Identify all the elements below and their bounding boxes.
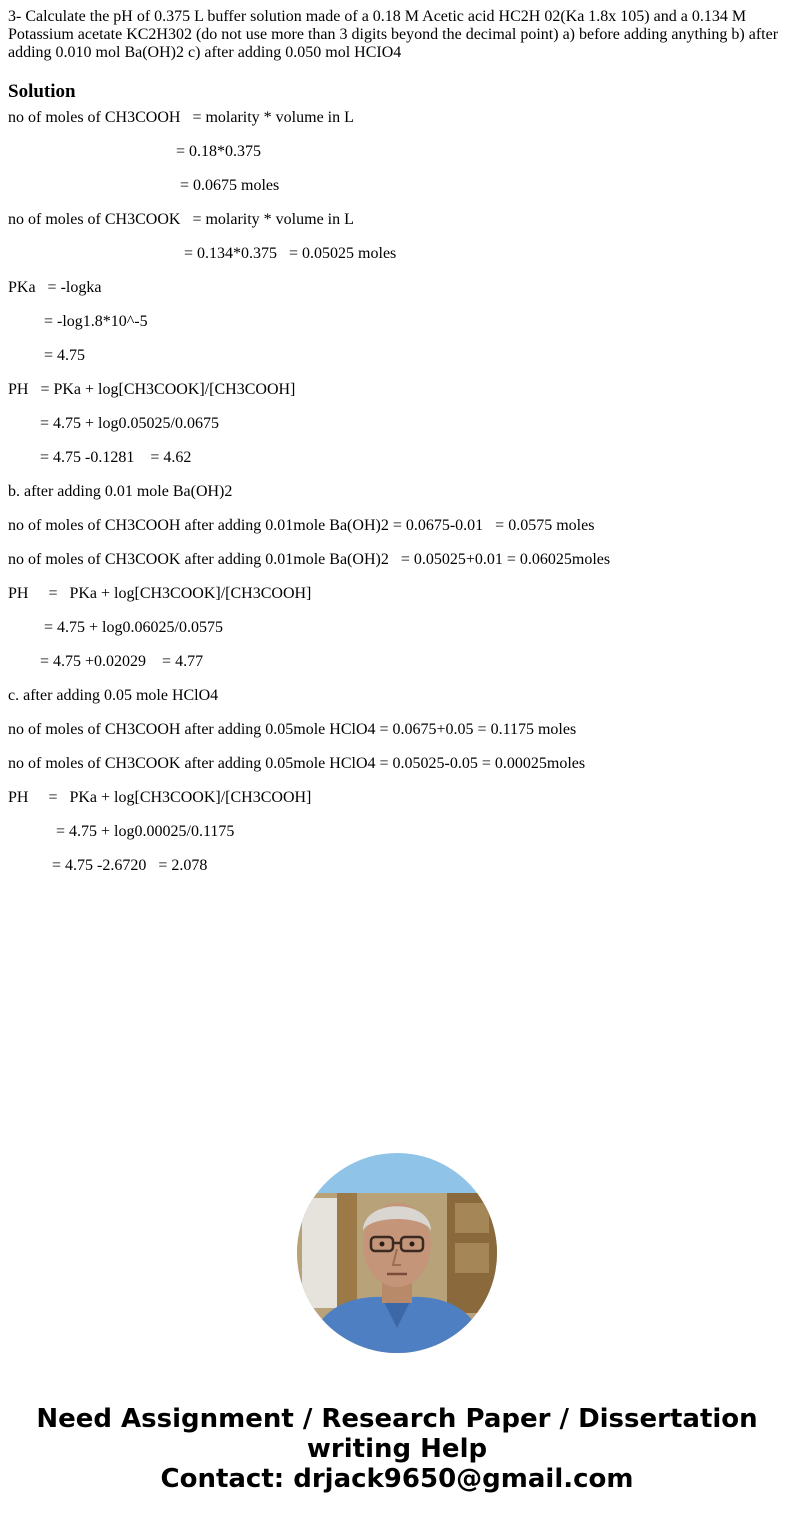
promo-line-2: writing Help [306, 1434, 488, 1464]
solution-line: = 4.75 +0.02029 = 4.77 [8, 653, 204, 670]
solution-line: = 4.75 + log0.05025/0.0675 [8, 415, 219, 432]
solution-line: no of moles of CH3COOH = molarity * volume in L [8, 109, 354, 126]
solution-line: PH = PKa + log[CH3COOK]/[CH3COOH] [8, 585, 312, 602]
solution-line: no of moles of CH3COOK = molarity * volume in L [8, 211, 354, 228]
section-b-heading: b. after adding 0.01 mole Ba(OH)2 [8, 483, 233, 500]
promo-banner [0, 1404, 794, 1494]
promo-contact: Contact: drjack9650@gmail.com [160, 1464, 634, 1494]
solution-heading: Solution [8, 81, 76, 102]
promo-line-1: Need Assignment / Research Paper / Dissertation [36, 1404, 758, 1434]
solution-lines [8, 109, 786, 875]
solution-line: no of moles of CH3COOK after adding 0.01mole Ba(OH)2 = 0.05025+0.01 = 0.06025moles [8, 551, 611, 568]
solution-line: = 4.75 + log0.00025/0.1175 [8, 823, 235, 840]
solution-line: PH = PKa + log[CH3COOK]/[CH3COOH] [8, 789, 312, 806]
solution-line: = 4.75 + log0.06025/0.0575 [8, 619, 223, 636]
solution-line: = 0.18*0.375 [8, 143, 262, 160]
solution-line: = 4.75 -2.6720 = 2.078 [8, 857, 208, 874]
solution-line: = 0.134*0.375 = 0.05025 moles [8, 245, 397, 262]
solution-line: = -log1.8*10^-5 [8, 313, 148, 330]
solution-line: = 4.75 -0.1281 = 4.62 [8, 449, 192, 466]
author-avatar [297, 1153, 497, 1353]
solution-line: = 0.0675 moles [8, 177, 280, 194]
solution-line: no of moles of CH3COOK after adding 0.05mole HClO4 = 0.05025-0.05 = 0.00025moles [8, 755, 586, 772]
solution-line: PH = PKa + log[CH3COOK]/[CH3COOH] [8, 381, 296, 398]
solution-line: no of moles of CH3COOH after adding 0.05mole HClO4 = 0.0675+0.05 = 0.1175 moles [8, 721, 577, 738]
solution-line: = 4.75 [8, 347, 86, 364]
section-c-heading: c. after adding 0.05 mole HClO4 [8, 687, 219, 704]
document-body [8, 8, 786, 891]
question-text: 3- Calculate the pH of 0.375 L buffer solution made of a 0.18 M Acetic acid HC2H 02(Ka 1.8x 105) and a 0.134 M Potassium acetate KC2H302 (do not use more than 3 digits beyond the decimal point) a) before adding anything b) after adding 0.010 mol Ba(OH)2 c) after adding 0.050 mol HCIO4 [8, 8, 779, 61]
solution-line: no of moles of CH3COOH after adding 0.01mole Ba(OH)2 = 0.0675-0.01 = 0.0575 moles [8, 517, 595, 534]
portrait-image [297, 1153, 497, 1353]
solution-line: PKa = -logka [8, 279, 102, 296]
